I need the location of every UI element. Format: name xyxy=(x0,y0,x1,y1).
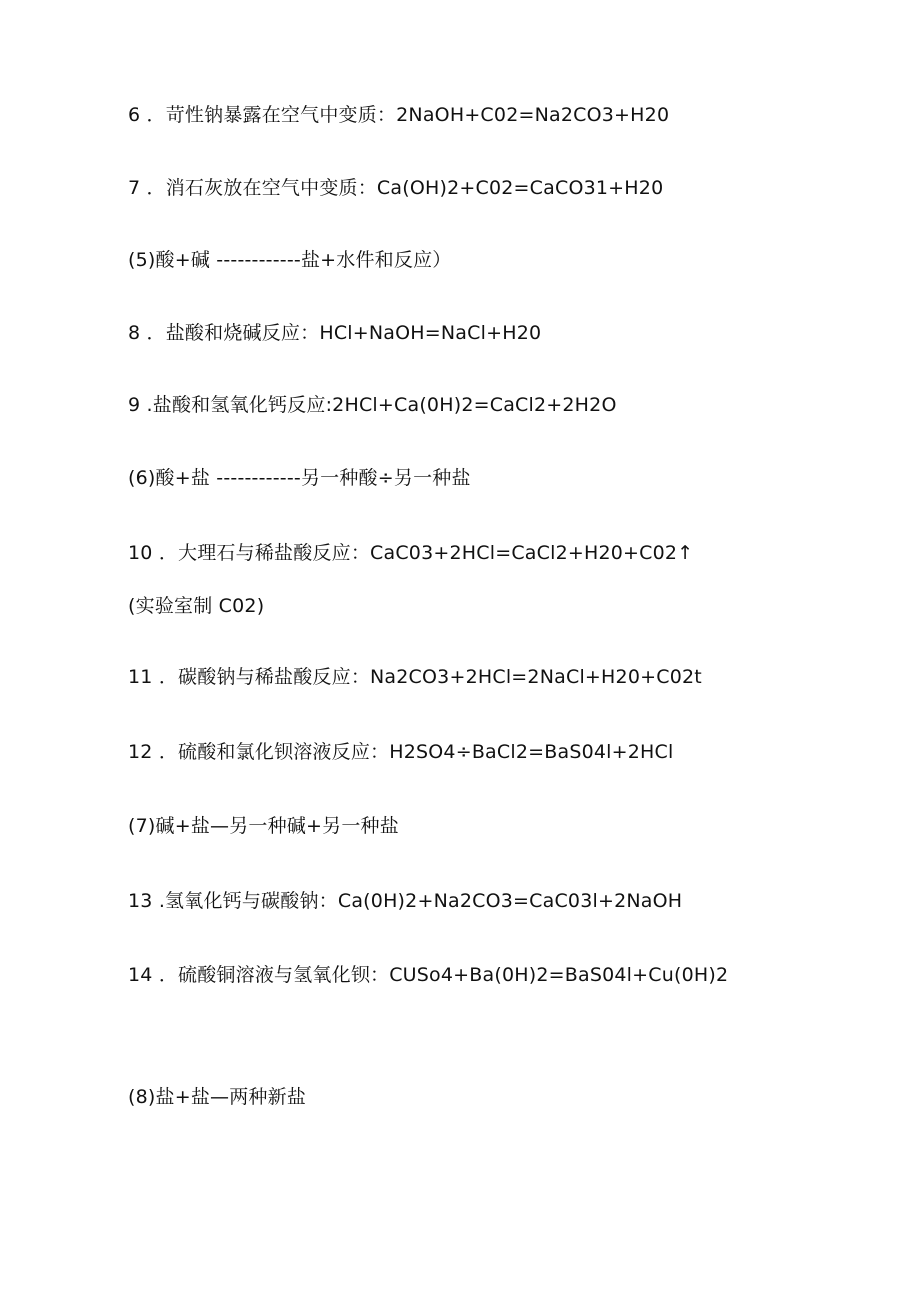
equation-line-11: 11 ．碳酸钠与稀盐酸反应：Na2CO3+2HCl=2NaCl+H20+C02t xyxy=(128,666,702,688)
equation-line-9: 9 .盐酸和氢氧化钙反应:2HCl+Ca(0H)2=CaCl2+2H2O xyxy=(128,394,617,416)
equation-line-10: 10 ．大理石与稀盐酸反应：CaC03+2HCl=CaCl2+H20+C02↑ xyxy=(128,542,694,564)
section-heading-5: (5)酸+碱 ------------盐+水件和反应） xyxy=(128,249,452,271)
equation-line-8: 8 ．盐酸和烧碱反应：HCl+NaOH=NaCl+H20 xyxy=(128,322,542,344)
equation-line-6: 6 ．苛性钠暴露在空气中变质：2NaOH+C02=Na2CO3+H20 xyxy=(128,104,670,126)
section-heading-6: (6)酸+盐 ------------另一种酸÷另一种盐 xyxy=(128,467,471,489)
section-heading-7: (7)碱+盐—另一种碱+另一种盐 xyxy=(128,815,399,837)
equation-line-14: 14 ．硫酸铜溶液与氢氧化钡：CUSo4+Ba(0H)2=BaS04l+Cu(0H)2 xyxy=(128,964,729,986)
equation-line-12: 12 ．硫酸和氯化钡溶液反应：H2SO4÷BaCl2=BaS04l+2HCl xyxy=(128,741,674,763)
equation-line-7: 7 ．消石灰放在空气中变质：Ca(OH)2+C02=CaCO31+H20 xyxy=(128,177,664,199)
equation-note-10: (实验室制 C02) xyxy=(128,595,265,617)
section-heading-8: (8)盐+盐—两种新盐 xyxy=(128,1086,307,1108)
equation-line-13: 13 .氢氧化钙与碳酸钠：Ca(0H)2+Na2CO3=CaC03l+2NaOH xyxy=(128,890,683,912)
